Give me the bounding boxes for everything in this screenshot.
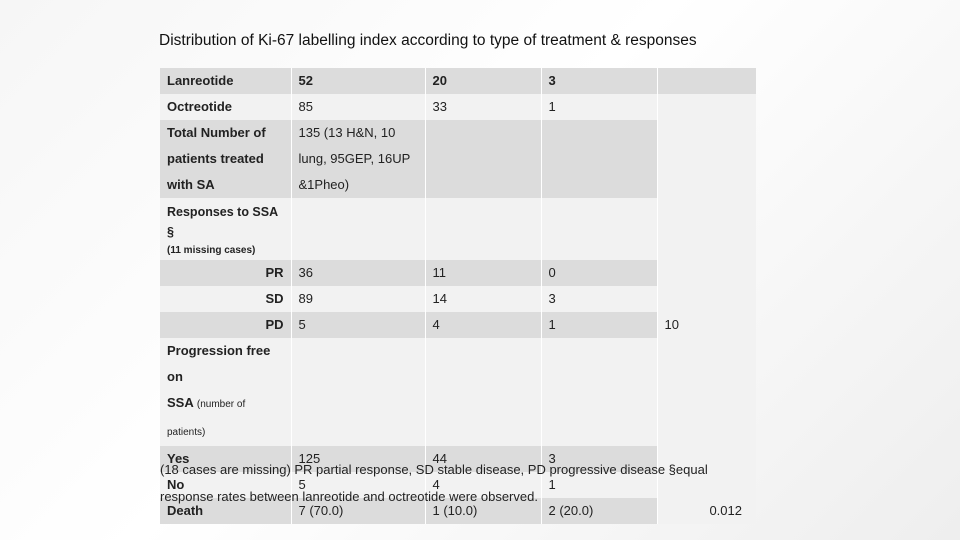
row-label-line: Progression free on <box>167 343 271 384</box>
row-label-line: with SA <box>167 177 215 192</box>
row-label-line: Total Number of <box>167 125 266 140</box>
table-cell: 36 <box>291 260 425 286</box>
table-row-pd <box>160 312 756 338</box>
row-label: SD <box>160 286 291 312</box>
table-cell: 14 <box>425 286 541 312</box>
row-label: Death <box>160 498 291 524</box>
table-cell <box>425 198 541 260</box>
table-cell <box>657 94 756 120</box>
table-cell: 2 (20.0) <box>541 498 657 524</box>
row-label: Octreotide <box>160 94 291 120</box>
table-row-pr <box>160 260 756 286</box>
table-cell: 1 <box>541 472 657 498</box>
table-cell: 1 (10.0) <box>425 498 541 524</box>
row-label: Lanreotide <box>160 68 291 94</box>
table-cell: 52 <box>291 68 425 94</box>
table-cell: 7 (70.0) <box>291 498 425 524</box>
table-cell: 85 <box>291 94 425 120</box>
row-label <box>160 338 291 446</box>
table-cell: 5 <box>291 472 425 498</box>
row-label: PD <box>160 312 291 338</box>
table-cell <box>291 120 425 198</box>
table-cell: 89 <box>291 286 425 312</box>
table-cell: 3 <box>541 68 657 94</box>
table-row-lanreotide <box>160 68 756 94</box>
table-row-progression <box>160 338 756 446</box>
table-cell <box>657 260 756 286</box>
cell-line: lung, 95GEP, 16UP <box>298 151 411 166</box>
table-cell: 20 <box>425 68 541 94</box>
table-cell: 11 <box>425 260 541 286</box>
table-cell <box>657 338 756 446</box>
row-label-note: (11 missing cases) <box>167 245 256 256</box>
row-label-text: SSA <box>167 395 194 410</box>
table-cell <box>425 338 541 446</box>
table-cell <box>657 120 756 198</box>
table-cell <box>541 198 657 260</box>
table-cell: 4 <box>425 312 541 338</box>
table-cell: 1 <box>541 312 657 338</box>
table-cell <box>657 68 756 94</box>
row-label: PR <box>160 260 291 286</box>
row-label-note: (number of patients) <box>167 399 246 438</box>
table-cell: 5 <box>291 312 425 338</box>
table-cell <box>541 338 657 446</box>
slide-title: Distribution of Ki-67 labelling index according to type of treatment & responses <box>159 32 697 49</box>
row-label <box>160 120 291 198</box>
table-cell: 1 <box>541 94 657 120</box>
table-cell <box>425 120 541 198</box>
row-label-line: Responses to SSA § <box>167 205 278 239</box>
table-row-octreotide <box>160 94 756 120</box>
table-cell <box>657 198 756 260</box>
table-cell <box>291 198 425 260</box>
cell-line: &1Pheo) <box>298 177 350 192</box>
table-row-responses <box>160 198 756 260</box>
table-footnote: (18 cases are missing) PR partial response, SD stable disease, PD progressive disease §equal response rates between lanreotide and octreotide were observed. <box>160 462 708 504</box>
table-cell: 3 <box>541 446 657 472</box>
table-cell: 3 <box>541 286 657 312</box>
table-cell: 0 <box>541 260 657 286</box>
table-cell <box>291 338 425 446</box>
table-cell: 125 <box>291 446 425 472</box>
row-label: Yes <box>160 446 291 472</box>
table-row-sd <box>160 286 756 312</box>
table-row-total <box>160 120 756 198</box>
table-cell: 10 <box>657 312 756 338</box>
table-cell: 33 <box>425 94 541 120</box>
table-cell-p-value: 0.012 <box>657 498 756 524</box>
row-label-line: patients treated <box>167 151 264 166</box>
row-label: No <box>160 472 291 498</box>
row-label-line <box>167 390 284 446</box>
table-cell <box>657 286 756 312</box>
table-cell <box>541 120 657 198</box>
row-label <box>160 198 291 260</box>
table-cell: 4 <box>425 472 541 498</box>
cell-line: 135 (13 H&N, 10 <box>298 125 396 140</box>
table-cell: 44 <box>425 446 541 472</box>
